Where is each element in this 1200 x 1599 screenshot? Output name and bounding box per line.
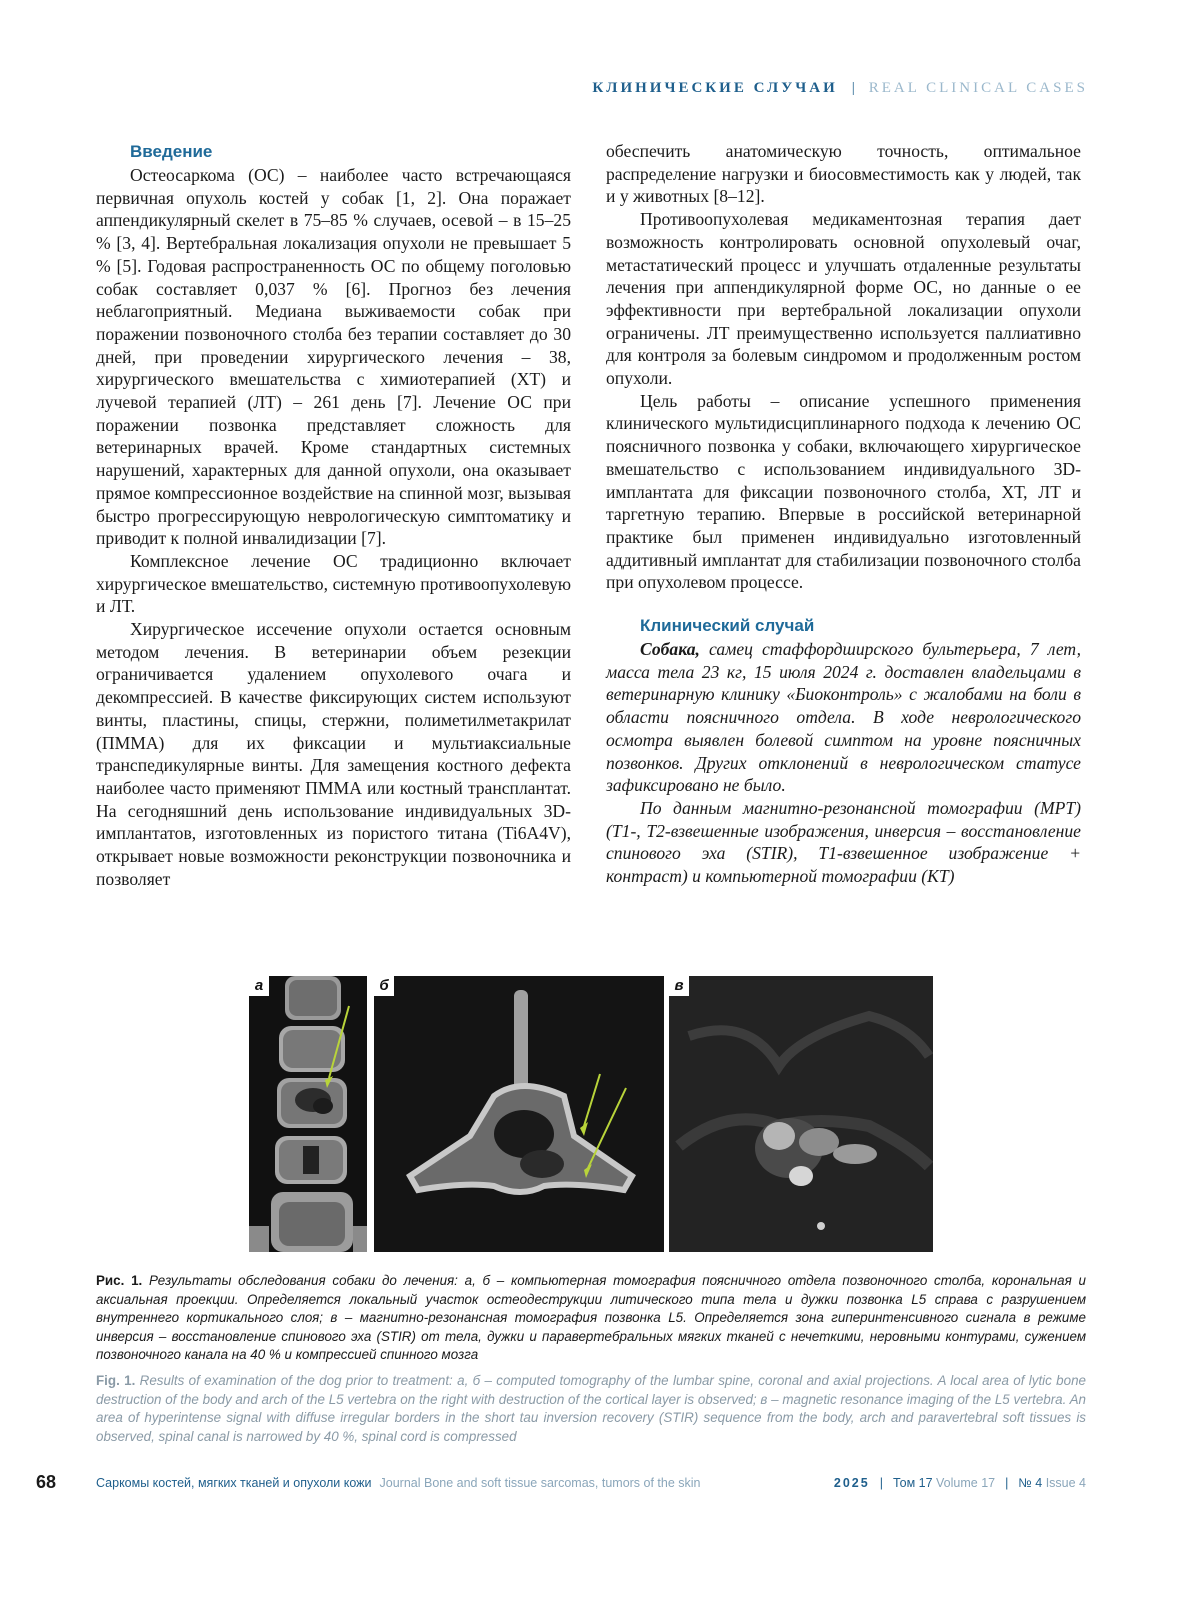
volume-ru: Том 17 — [892, 1476, 933, 1490]
figure-caption-ru — [96, 1272, 1086, 1365]
journal-title-ru: Саркомы костей, мягких тканей и опухоли кожи — [96, 1476, 372, 1490]
journal-title — [96, 1476, 701, 1490]
case-paragraph-1-text: самец стаффордширского бультерьера, 7 лет, масса тела 23 кг, 15 июля 2024 г. доставлен владельцами в ветеринарную клинику «Биоконтроль» с жалобами на боли в области поясничного отдела. В ходе неврологического осмотра выявлен болевой симптом на уровне поясничных позвонков. Других отклонений в неврологическом статусе зафиксировано не было. — [606, 639, 1081, 796]
case-lead: Собака, — [640, 639, 700, 660]
page-footer — [36, 1474, 1086, 1496]
coronal-ct-image — [249, 976, 367, 1252]
page-number: 68 — [36, 1472, 57, 1492]
right-column — [606, 140, 1081, 888]
figure-panel-c-mri-stir — [669, 976, 933, 1252]
axial-ct-image — [374, 976, 664, 1252]
figure-panel-a-coronal-ct — [249, 976, 367, 1252]
intro-paragraph-1: Остеосаркома (ОС) – наиболее часто встречающаяся первичная опухоль костей у собак [1, 2]. Она поражает аппендикулярный скелет в 75–85 % случаев, осевой – в 15–25 % [3, 4]. Вертебральная локализация опухоли не превышает 5 % [5]. Годовая распространенность ОС по общему поголовью собак составляет 0,037 % [6]. Прогноз без лечения неблагоприятный. Медиана выживаемости собак при поражении позвоночного столба без терапии составляет до 30 дней, при проведении хирургического лечения – 38, хирургического вмешательства с химиотерапией (ХТ) и лучевой терапией (ЛТ) – 261 день [7]. Лечение ОС при поражении позвонка представляет сложность для ветеринарных врачей. Кроме стандартных системных нарушений, характерных для данной опухоли, она оказывает прямое компрессионное воздействие на спинной мозг, вызывая быстро прогрессирующую неврологическую симптоматику и приводит к полной инвалидизации [7]. — [96, 165, 571, 549]
caption-ru-text: Результаты обследования собаки до лечения: а, б – компьютерная томография поясничного отдела позвоночного столба, корональная и аксиальная проекции. Определяется локальный участок остеодеструкции литического типа тела и дужки позвонка L5 справа с разрушением внутреннего кортикального слоя; в – магнитно-резонансная томография позвонка L5. Определяется зона гиперинтенсивного сигнала в режиме инверсия – восстановление спинового эха (STIR) от тела, дужки и паравертебральных мягких тканей с нечеткими, неровными контурами, сужением позвоночного канала на 40 % и компрессией спинного мозга — [96, 1273, 1086, 1363]
intro-paragraph-2: Комплексное лечение ОС традиционно включает хирургическое вмешательство, системную противоопухолевую и ЛТ. — [96, 550, 571, 617]
figure-caption-en — [96, 1372, 1086, 1446]
intro-paragraph-4: Противоопухолевая медикаментозная терапия дает возможность контролировать основной опухолевый очаг, метастатический процесс и улучшать отдаленные результаты лечения при аппендикулярной форме ОС, но данные о ее эффективности при вертебральной локализации опухоли ограничены. ЛТ преимущественно используется паллиативно для контроля за болевым синдромом и продолженным ростом опухоли. — [606, 209, 1081, 389]
journal-title-en: Journal Bone and soft tissue sarcomas, tumors of the skin — [379, 1476, 701, 1490]
intro-paragraph-3-continued: обеспечить анатомическую точность, оптимальное распределение нагрузки и биосовместимость как у людей, так и у животных [8–12]. — [606, 141, 1081, 207]
issue-ru: № 4 — [1018, 1476, 1043, 1490]
caption-ru-label: Рис. 1. — [96, 1273, 143, 1288]
issue-year: 2025 — [833, 1476, 870, 1490]
volume-en: Volume 17 — [936, 1476, 996, 1490]
panel-c-label: в — [669, 976, 689, 996]
intro-paragraph-3: Хирургическое иссечение опухоли остается основным методом лечения. В ветеринарии объем резекции ограничивается удалением опухолевого очага и декомпрессией. В качестве фиксирующих систем используют винты, пластины, спицы, стержни, полиметилметакрилат (ПММА) для их фиксации и мультиаксиальные транспедикулярные винты. Для замещения костного дефекта наиболее часто применяют ПММА или костный трансплантат. На сегодняшний день использование индивидуальных 3D-имплантатов, изготовленных из пористого титана (Ti6A4V), открывает новые возможности реконструкции позвоночника и позволяет — [96, 619, 571, 889]
figure-panel-b-axial-ct — [374, 976, 664, 1252]
case-heading: Клинический случай — [640, 616, 815, 636]
left-column — [96, 140, 571, 891]
mri-stir-image — [669, 976, 933, 1252]
panel-a-label: а — [249, 976, 269, 996]
case-paragraph-1 — [606, 638, 1081, 797]
section-title-ru: КЛИНИЧЕСКИЕ СЛУЧАИ — [592, 80, 838, 96]
issue-info — [834, 1476, 1086, 1490]
issue-separator-2: | — [1005, 1476, 1009, 1490]
intro-heading: Введение — [130, 142, 213, 161]
issue-separator-1: | — [879, 1476, 883, 1490]
panel-b-label: б — [374, 976, 394, 996]
running-head — [592, 80, 1088, 97]
case-paragraph-2: По данным магнитно-резонансной томографии (МРТ) (Т1-, Т2-взвешенные изображения, инверсия – восстановление спинового эха (STIR), Т1-взвешенное изображение + контраст) и компьютерной томографии (КТ) — [606, 797, 1081, 887]
caption-en-label: Fig. 1. — [96, 1373, 136, 1388]
running-head-separator: | — [851, 80, 855, 96]
figure-1 — [249, 976, 933, 1252]
issue-en: Issue 4 — [1045, 1476, 1086, 1490]
aim-paragraph: Цель работы – описание успешного применения клинического мультидисциплинарного подхода к лечению ОС поясничного позвонка у собаки, включающего хирургическое вмешательство с использованием индивидуального 3D-имплантата для фиксации позвоночного столба, ХТ, ЛТ и таргетную терапию. Впервые в российской ветеринарной практике был применен индивидуально изготовленный аддитивный имплантат для стабилизации позвоночного столба при опухолевом процессе. — [606, 390, 1081, 593]
caption-en-text: Results of examination of the dog prior to treatment: а, б – computed tomography of the lumbar spine, coronal and axial projections. A local area of lytic bone destruction of the body and arch of the L5 vertebra on the right with destruction of the cortical layer is observed; в – magnetic resonance imaging of the L5 vertebra. An area of hyperintense signal with diffuse irregular borders in the short tau inversion recovery (STIR) sequence from the body, arch and paravertebral soft tissues is observed, spinal canal is narrowed by 40 %, spinal cord is compressed — [96, 1373, 1086, 1444]
section-title-en: REAL CLINICAL CASES — [868, 80, 1088, 96]
